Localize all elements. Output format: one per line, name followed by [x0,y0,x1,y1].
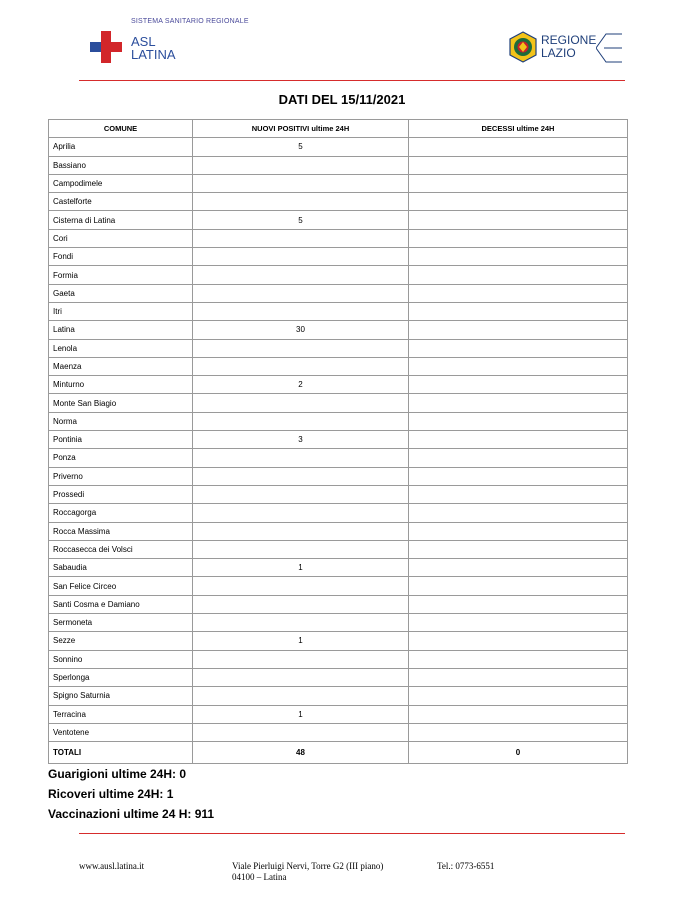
footer-website: www.ausl.latina.it [79,861,145,871]
cell-decessi [409,723,628,741]
cell-decessi [409,687,628,705]
table-row [49,339,628,357]
table-row [49,650,628,668]
regione-lazio-text [541,34,596,60]
table-row [49,394,628,412]
cell-nuovi-positivi [193,229,409,247]
region-line2: LAZIO [541,46,576,60]
cell-nuovi-positivi [193,193,409,211]
header-comune: COMUNE [49,120,193,138]
cell-nuovi-positivi [193,449,409,467]
cell-nuovi-positivi [193,595,409,613]
header-decessi: DECESSI ultime 24H [409,120,628,138]
cell-decessi [409,650,628,668]
cell-comune: Monte San Biagio [49,394,193,412]
cell-comune: Gaeta [49,284,193,302]
footer-phone: Tel.: 0773-6551 [437,861,495,871]
cell-nuovi-positivi [193,248,409,266]
cell-decessi [409,193,628,211]
cell-comune: Cori [49,229,193,247]
cell-comune: Minturno [49,376,193,394]
cell-comune: Castelforte [49,193,193,211]
cell-comune: Roccasecca dei Volsci [49,540,193,558]
table-row [49,449,628,467]
cell-comune: Cisterna di Latina [49,211,193,229]
table-row [49,248,628,266]
table-row [49,412,628,430]
cell-comune: Norma [49,412,193,430]
cell-decessi [409,156,628,174]
cell-decessi [409,614,628,632]
cell-decessi [409,431,628,449]
table-row [49,174,628,192]
cell-comune: Spigno Saturnia [49,687,193,705]
cell-comune: Santi Cosma e Damiano [49,595,193,613]
cell-nuovi-positivi [193,357,409,375]
cell-nuovi-positivi [193,614,409,632]
cell-decessi [409,376,628,394]
cell-nuovi-positivi: 2 [193,376,409,394]
footer-divider [79,833,625,834]
asl-cross-icon [90,31,122,63]
table-row [49,522,628,540]
cell-comune: Prossedi [49,485,193,503]
cell-decessi [409,284,628,302]
cell-nuovi-positivi: 1 [193,559,409,577]
cell-nuovi-positivi: 5 [193,138,409,156]
cell-decessi [409,339,628,357]
table-row [49,156,628,174]
totals-label: TOTALI [49,742,193,764]
table-row [49,559,628,577]
asl-line1: ASL [131,34,156,49]
cell-comune: Lenola [49,339,193,357]
covid-data-table [48,119,628,764]
cell-comune: Ponza [49,449,193,467]
footer-address-line1: Viale Pierluigi Nervi, Torre G2 (III piano) [232,861,384,871]
table-row [49,614,628,632]
cell-nuovi-positivi [193,687,409,705]
cell-decessi [409,449,628,467]
cell-nuovi-positivi [193,302,409,320]
cell-decessi [409,229,628,247]
cell-comune: San Felice Circeo [49,577,193,595]
cell-comune: Campodimele [49,174,193,192]
ricoveri-line: Ricoveri ultime 24H: 1 [48,787,174,801]
cell-nuovi-positivi [193,577,409,595]
cell-comune: Pontinia [49,431,193,449]
table-row [49,705,628,723]
guarigioni-line: Guarigioni ultime 24H: 0 [48,767,187,781]
region-line1: REGIONE [541,33,597,47]
cell-nuovi-positivi [193,339,409,357]
cell-decessi [409,705,628,723]
cell-nuovi-positivi [193,174,409,192]
table-row [49,211,628,229]
cell-comune: Sermoneta [49,614,193,632]
cell-nuovi-positivi: 1 [193,705,409,723]
cell-nuovi-positivi [193,504,409,522]
regione-lazio-emblem-icon [508,31,538,63]
header-divider [79,80,625,81]
cell-decessi [409,394,628,412]
table-row [49,193,628,211]
table-row [49,357,628,375]
cell-decessi [409,266,628,284]
vaccinazioni-line: Vaccinazioni ultime 24 H: 911 [48,807,215,821]
cell-comune: Bassiano [49,156,193,174]
cell-decessi [409,357,628,375]
cell-decessi [409,577,628,595]
cell-nuovi-positivi [193,540,409,558]
totals-decessi: 0 [409,742,628,764]
cell-decessi [409,321,628,339]
cell-comune: Latina [49,321,193,339]
table-row [49,577,628,595]
cell-decessi [409,540,628,558]
table-header-row [49,120,628,138]
table-row [49,302,628,320]
cell-nuovi-positivi [193,522,409,540]
footer-address-line2: 04100 – Latina [232,872,287,882]
regione-lazio-stripes-icon [596,31,622,65]
cell-decessi [409,467,628,485]
cell-nuovi-positivi [193,412,409,430]
cell-comune: Sonnino [49,650,193,668]
table-row [49,595,628,613]
page-title: DATI DEL 15/11/2021 [278,92,406,107]
cell-comune: Maenza [49,357,193,375]
cell-comune: Formia [49,266,193,284]
cell-nuovi-positivi [193,485,409,503]
cell-decessi [409,632,628,650]
cell-decessi [409,522,628,540]
table-row [49,266,628,284]
table-row [49,138,628,156]
cell-nuovi-positivi: 3 [193,431,409,449]
cell-comune: Fondi [49,248,193,266]
cell-comune: Ventotene [49,723,193,741]
cell-nuovi-positivi: 30 [193,321,409,339]
table-row [49,376,628,394]
cell-decessi [409,211,628,229]
cell-comune: Sezze [49,632,193,650]
table-row [49,687,628,705]
cell-comune: Itri [49,302,193,320]
cell-nuovi-positivi [193,284,409,302]
cell-nuovi-positivi [193,394,409,412]
cell-nuovi-positivi: 5 [193,211,409,229]
cell-decessi [409,138,628,156]
cell-comune: Aprilia [49,138,193,156]
table-row [49,723,628,741]
cell-comune: Priverno [49,467,193,485]
cell-decessi [409,595,628,613]
table-row [49,668,628,686]
cell-decessi [409,559,628,577]
cell-comune: Rocca Massima [49,522,193,540]
table-row [49,431,628,449]
cell-comune: Sperlonga [49,668,193,686]
system-label: SISTEMA SANITARIO REGIONALE [131,18,249,25]
cell-decessi [409,174,628,192]
table-row [49,504,628,522]
cell-decessi [409,668,628,686]
table-row [49,632,628,650]
asl-line2: LATINA [131,47,176,62]
asl-logo-text [131,35,176,61]
cell-decessi [409,485,628,503]
cell-nuovi-positivi [193,266,409,284]
cell-decessi [409,504,628,522]
table-row [49,284,628,302]
totals-row [49,742,628,764]
cell-decessi [409,412,628,430]
table-row [49,485,628,503]
table-row [49,467,628,485]
cell-comune: Roccagorga [49,504,193,522]
cell-comune: Sabaudia [49,559,193,577]
cell-nuovi-positivi: 1 [193,632,409,650]
cell-decessi [409,248,628,266]
cell-decessi [409,302,628,320]
cell-nuovi-positivi [193,668,409,686]
table-row [49,321,628,339]
table-row [49,229,628,247]
cell-nuovi-positivi [193,467,409,485]
header-nuovi-positivi: NUOVI POSITIVI ultime 24H [193,120,409,138]
table-row [49,540,628,558]
totals-nuovi-positivi: 48 [193,742,409,764]
cell-comune: Terracina [49,705,193,723]
cell-nuovi-positivi [193,156,409,174]
footer-address [232,861,383,883]
cell-nuovi-positivi [193,650,409,668]
cell-nuovi-positivi [193,723,409,741]
